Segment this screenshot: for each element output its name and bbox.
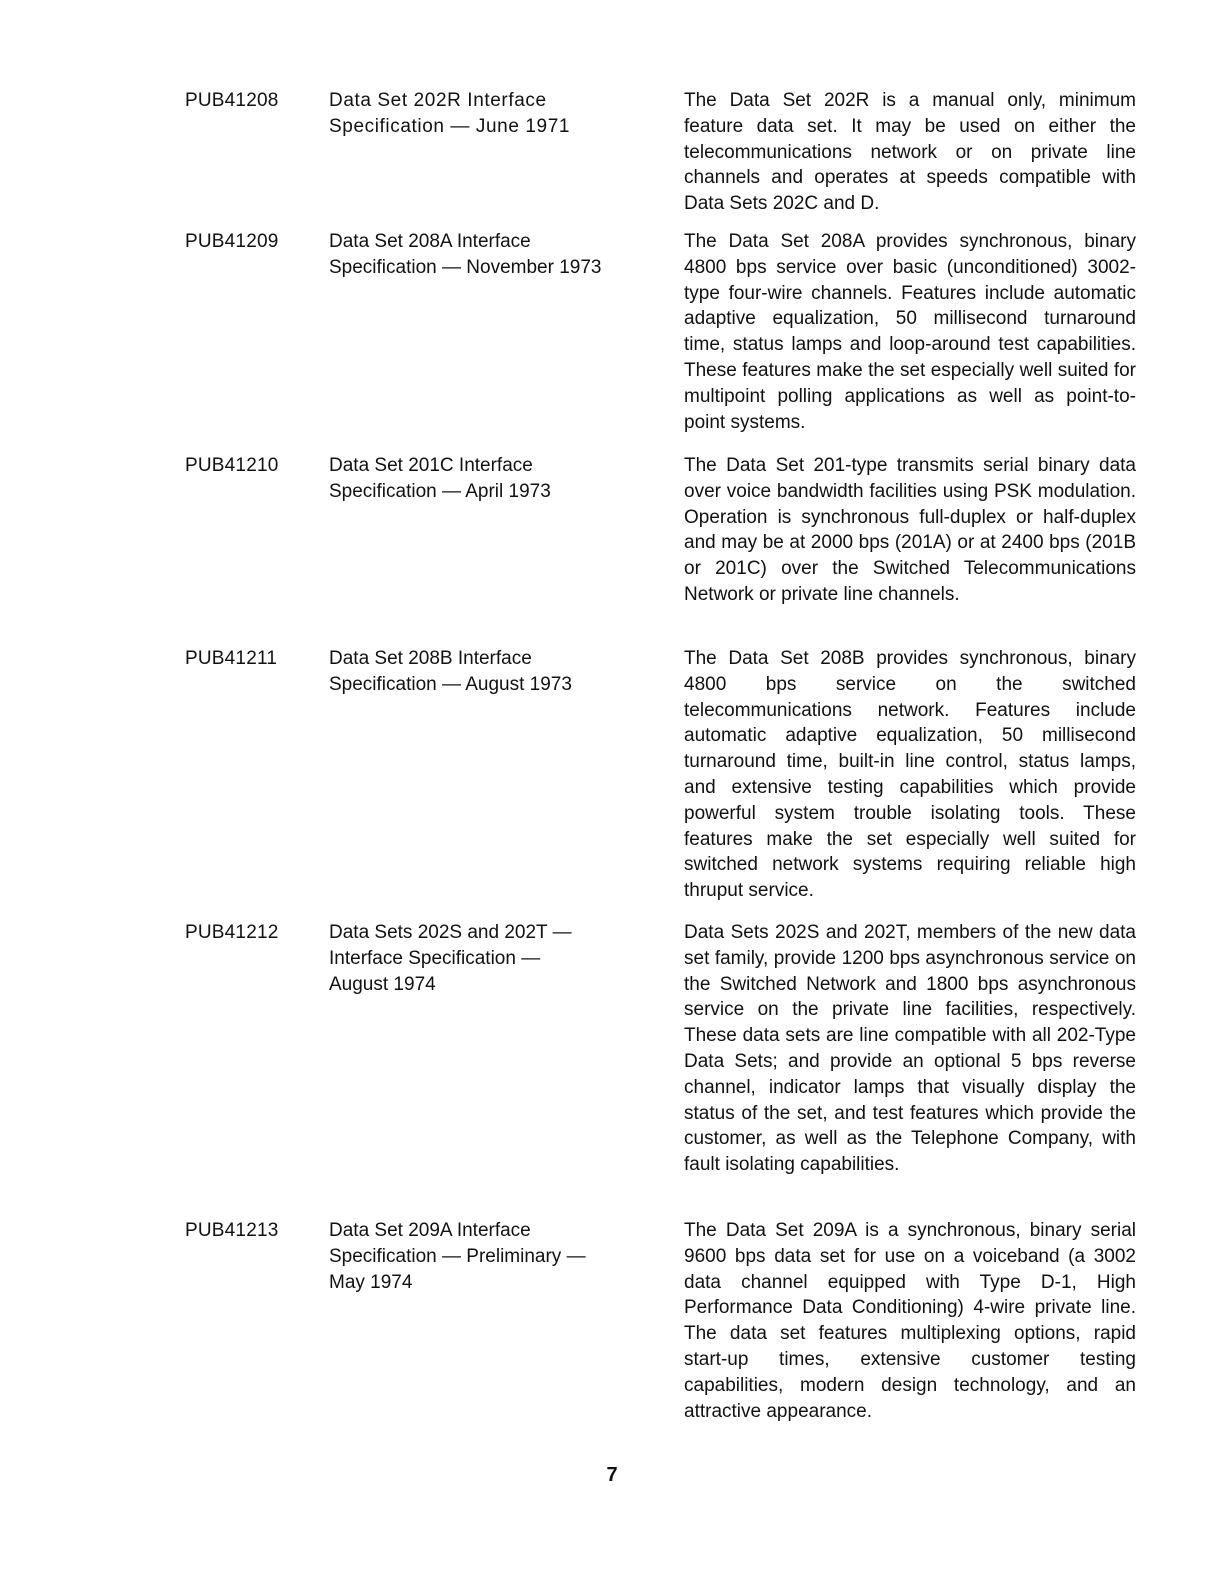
publication-title: Data Set 209A Interface Specification — Preliminary — May 1974 (329, 1220, 586, 1293)
publication-id: PUB41213 (185, 1220, 279, 1241)
publication-description: The Data Set 201-type transmits serial binary data over voice bandwidth facilities using PSK modulation. Operation is synchronous full-duplex or half-duplex and may be at 2000 bps (201A) or at 2400 bps (201B or 201C) over the Switched Telecommunications Network or private line channels. (684, 455, 1136, 605)
publication-description: The Data Set 208A provides synchronous, binary 4800 bps service over basic (unconditioned) 3002-type four-wire channels. Features include automatic adaptive equalization, 50 millisecond turnaround time, status lamps and loop-around test capabilities. These features make the set especially well suited for multipoint polling applications as well as point-to-point systems. (684, 231, 1136, 433)
publication-title: Data Set 208A Interface Specification — November 1973 (329, 231, 602, 278)
publication-title: Data Sets 202S and 202T — Interface Specification — August 1974 (329, 922, 572, 995)
publication-id: PUB41208 (185, 90, 279, 111)
publication-title: Data Set 201C Interface Specification — April 1973 (329, 455, 551, 502)
publication-description: The Data Set 208B provides synchronous, binary 4800 bps service on the switched telecommunications network. Features include automatic adaptive equalization, 50 millisecond turnaround time, built-in line control, status lamps, and extensive testing capabilities which provide powerful system trouble isolating tools. These features make the set especially well suited for switched network systems requiring reliable high thruput service. (684, 648, 1136, 902)
publication-id: PUB41211 (185, 648, 278, 669)
publication-title: Data Set 202R Interface Specification — June 1971 (329, 90, 571, 137)
publication-description: The Data Set 202R is a manual only, minimum feature data set. It may be used on either the telecommunications network or on private line channels and operates at speeds compatible with Data Sets 202C and D. (684, 90, 1136, 215)
page-number: 7 (606, 1464, 618, 1486)
publication-description: The Data Set 209A is a synchronous, binary serial 9600 bps data set for use on a voiceband (a 3002 data channel equipped with Type D-1, High Performance Data Conditioning) 4-wire private line. The data set features multiplexing options, rapid start-up times, extensive customer testing capabilities, modern design technology, and an attractive appearance. (684, 1220, 1136, 1422)
publication-id: PUB41210 (185, 455, 279, 476)
publication-description: Data Sets 202S and 202T, members of the new data set family, provide 1200 bps asynchronous service on the Switched Network and 1800 bps asynchronous service on the private line facilities, respectively. These data sets are line compatible with all 202-Type Data Sets; and provide an optional 5 bps reverse channel, indicator lamps that visually display the status of the set, and test features which provide the customer, as well as the Telephone Company, with fault isolating capabilities. (684, 922, 1136, 1176)
publication-id: PUB41209 (185, 231, 279, 252)
publication-title: Data Set 208B Interface Specification — August 1973 (329, 648, 572, 695)
publication-id: PUB41212 (185, 922, 279, 943)
